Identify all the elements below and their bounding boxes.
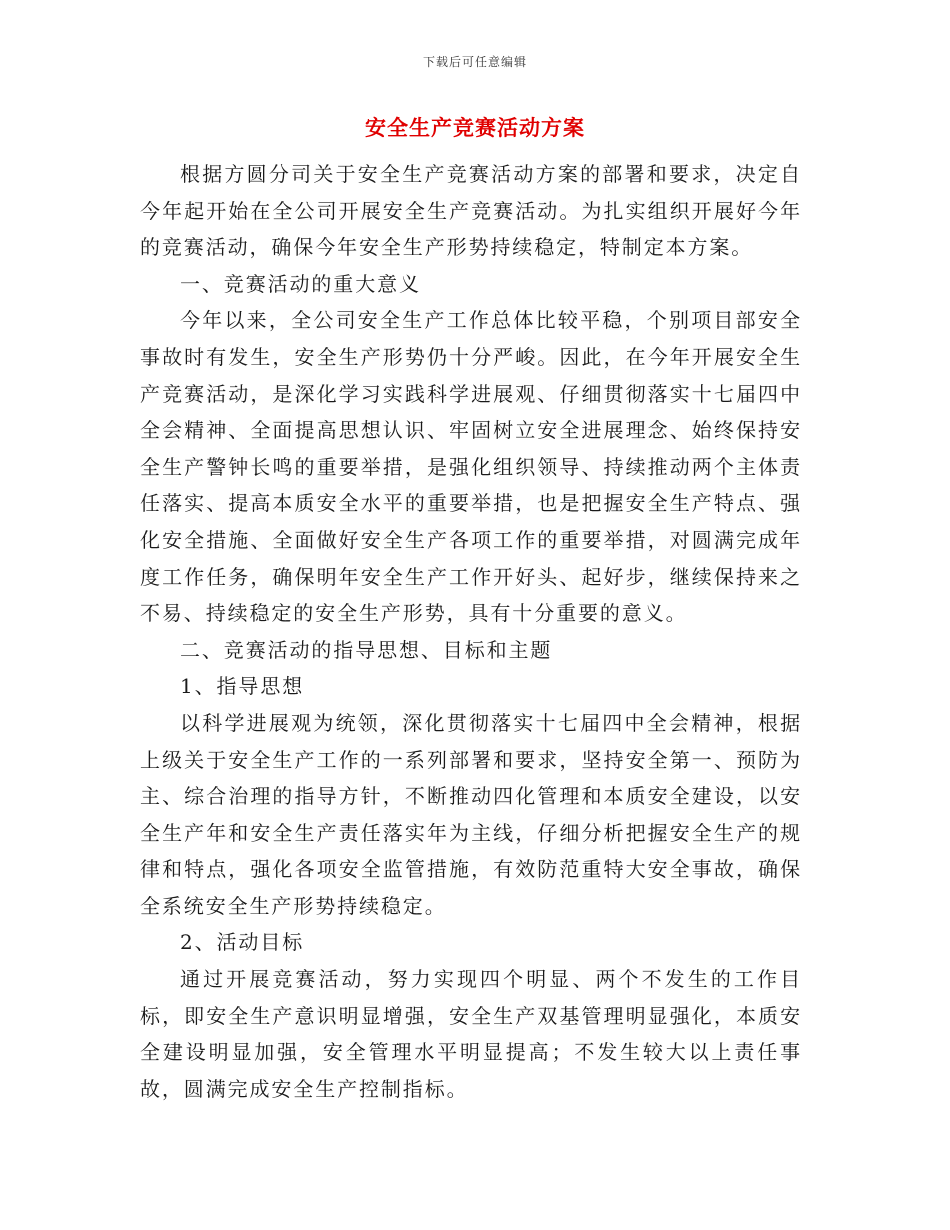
document-title: 安全生产竞赛活动方案 (365, 115, 585, 140)
header-note: 下载后可任意编辑 (422, 55, 527, 69)
paragraph-significance: 今年以来，全公司安全生产工作总体比较平稳，个别项目部安全事故时有发生，安全生产形势仍十分严峻。因此，在今年开展安全生产竞赛活动，是深化学习实践科学进展观、仔细贯彻落实十七届四中全会精神、全面提高思想认识、牢固树立安全进展理念、始终保持安全生产警钟长鸣的重要举措，是强化组织领导、持续推动两个主体责任落实、提高本质安全水平的重要举措，也是把握安全生产特点、强化安全措施、全面做好安全生产各项工作的重要举措，对圆满完成年度工作任务，确保明年安全生产工作开好头、起好步，继续保持来之不易、持续稳定的安全生产形势，具有十分重要的意义。 (140, 308, 802, 626)
section-heading-significance: 一、竞赛活动的重大意义 (180, 271, 421, 296)
section-heading-guidance-goals: 二、竞赛活动的指导思想、目标和主题 (180, 637, 553, 662)
paragraph-guiding-ideology: 以科学进展观为统领，深化贯彻落实十七届四中全会精神，根据上级关于安全生产工作的一系列部署和要求，坚持安全第一、预防为主、综合治理的指导方针，不断推动四化管理和本质安全建设，以安全生产年和安全生产责任落实年为主线，仔细分析把握安全生产的规律和特点，强化各项安全监管措施，有效防范重特大安全事故，确保全系统安全生产形势持续稳定。 (140, 710, 802, 918)
paragraph-intro: 根据方圆分司关于安全生产竞赛活动方案的部署和要求，决定自今年起开始在全公司开展安全生产竞赛活动。为扎实组织开展好今年的竞赛活动，确保今年安全生产形势持续稳定，特制定本方案。 (140, 162, 802, 260)
subsection-heading-guiding-ideology: 1、指导思想 (180, 674, 305, 699)
paragraph-activity-goals: 通过开展竞赛活动，努力实现四个明显、两个不发生的工作目标，即安全生产意识明显增强，安全生产双基管理明显强化，本质安全建设明显加强，安全管理水平明显提高；不发生较大以上责任事故，圆满完成安全生产控制指标。 (140, 967, 802, 1101)
subsection-heading-activity-goals: 2、活动目标 (180, 930, 305, 955)
document-body (140, 156, 802, 1107)
